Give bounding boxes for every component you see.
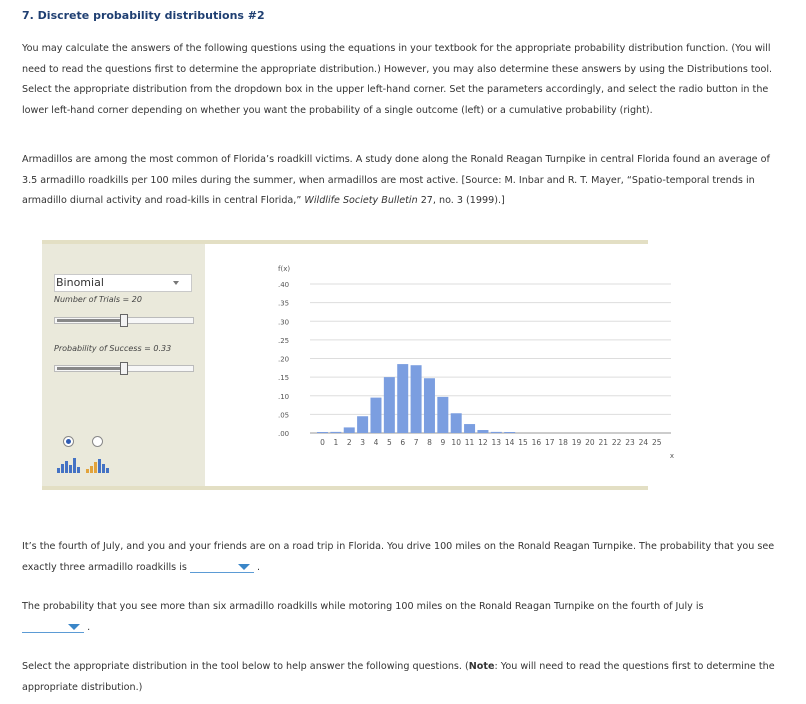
x-tick-label: 19 [571,438,582,447]
bar-7 [411,365,422,433]
x-tick-label: 11 [464,438,475,447]
x-tick-label: 4 [373,438,379,447]
question-1 [22,536,782,578]
x-tick-label: 9 [440,438,446,447]
x-tick-label: 0 [320,438,325,447]
question-1-text: It’s the fourth of July, and you and your friends are on a road trip in Florida. You drive 100 miles on the Ronald Reagan Turnpike. The probability that you see exactly three armadillo roadkills is [22,541,775,573]
trials-slider-fill [57,319,121,322]
y-tick-label: .00 [278,430,290,438]
bar-13 [491,432,502,433]
x-tick-label: 1 [333,438,339,447]
y-tick-label: .05 [278,411,290,420]
x-tick-label: 7 [413,438,419,447]
bar-6 [397,364,408,433]
trials-slider[interactable] [54,315,194,325]
final-text-start: Select the appropriate distribution in the tool below to help answer the following questions. ( [22,661,469,672]
cumulative-chart-icon [86,459,109,473]
note-label: Note [468,661,495,672]
question-1-end: . [257,562,261,573]
x-tick-label: 12 [478,438,488,447]
y-axis-label: f(x) [278,265,291,273]
x-tick-label: 20 [585,438,595,447]
x-tick-label: 2 [346,438,352,447]
probability-slider[interactable] [54,363,194,373]
question-2-text: The probability that you see more than six armadillo roadkills while motoring 100 miles on the Ronald Reagan Turnpike on the fourth of July is [22,601,704,612]
instructions-paragraph: You may calculate the answers of the following questions using the equations in your textbook for the appropriate probability distribution function. (You will need to read the questions first to determine the appropriate distribution.) However, you may also determine these answers by using the Distributions tool. Select the appropriate distribution from the dropdown box in the upper left-hand corner. Set the parameters accordingly, and select the radio button in the lower left-hand corner depending on whether you want the probability of a single outcome (left) or a cumulative probability (right). [22,43,773,116]
y-tick-label: .20 [278,355,290,364]
distributions-tool [42,240,675,490]
distribution-dropdown[interactable] [54,274,192,292]
bar-4 [370,398,381,433]
bar-2 [344,427,355,433]
probability-slider-fill [57,367,121,370]
probability-chart [205,244,675,486]
question-2 [22,596,782,638]
x-tick-label: 15 [518,438,528,447]
single-outcome-chart-icon [57,458,80,473]
bar-5 [384,377,395,433]
bar-10 [451,413,462,433]
x-tick-label: 6 [400,438,406,447]
cumulative-radio[interactable] [92,436,103,447]
chevron-down-icon [173,281,179,285]
x-tick-label: 3 [360,438,366,447]
dropdown-arrow-icon [238,564,250,570]
scenario-text: Armadillos are among the most common of Florida’s roadkill victims. A study done along the Ronald Reagan Turnpike in central Florida found an average of 3.5 armadillo roadkills per 100 miles during the summer, when armadillos are most active. [Source: M. Inbar and R. T. Mayer, “Spatio-temporal trends in armadillo diurnal activity and road-kills in central Florida,” [22,154,770,206]
y-tick-label: .15 [278,374,290,383]
tool-control-panel [42,244,205,486]
bar-12 [477,430,488,433]
y-tick-label: .10 [278,392,290,401]
bar-8 [424,378,435,433]
bar-11 [464,424,475,433]
bar-9 [437,397,448,433]
distribution-chart-icons [56,456,112,474]
x-tick-label: 10 [451,438,461,447]
trials-label: Number of Trials = 20 [54,295,142,304]
x-tick-label: 5 [386,438,392,447]
x-tick-label: 24 [638,438,649,447]
bar-0 [317,432,328,433]
citation-end: 27, no. 3 (1999).] [417,195,505,206]
trials-slider-handle[interactable] [120,314,128,327]
x-tick-label: 8 [427,438,432,447]
y-tick-label: .40 [278,281,290,289]
x-axis-label: x [669,452,675,460]
x-tick-label: 23 [625,438,635,447]
x-tick-label: 13 [491,438,502,447]
x-tick-label: 17 [545,438,555,447]
bar-3 [357,416,368,433]
x-tick-label: 16 [531,438,542,447]
x-tick-label: 21 [598,438,609,447]
journal-name: Wildlife Society Bulletin [304,195,418,206]
scenario-paragraph [22,150,782,212]
distribution-selected: Binomial [56,276,104,289]
final-text-end: : You will need to read the questions first to determine the appropriate distribution.) [22,661,775,693]
x-tick-label: 22 [611,438,622,447]
probability-slider-handle[interactable] [120,362,128,375]
answer-1-dropdown[interactable] [190,562,254,573]
bar-14 [504,432,515,433]
y-tick-label: .35 [278,299,290,308]
x-tick-label: 18 [558,438,568,447]
x-tick-label: 14 [504,438,515,447]
single-outcome-radio[interactable] [63,436,74,447]
final-instructions [22,656,782,698]
question-2-end: . [87,622,91,633]
x-tick-label: 25 [651,438,662,447]
y-tick-label: .25 [278,336,290,345]
question-title: 7. Discrete probability distributions #2 [22,9,265,22]
bar-1 [330,432,341,433]
dropdown-arrow-icon [68,624,80,630]
answer-2-dropdown[interactable] [22,622,84,633]
probability-label: Probability of Success = 0.33 [54,344,172,353]
y-tick-label: .30 [278,318,290,327]
